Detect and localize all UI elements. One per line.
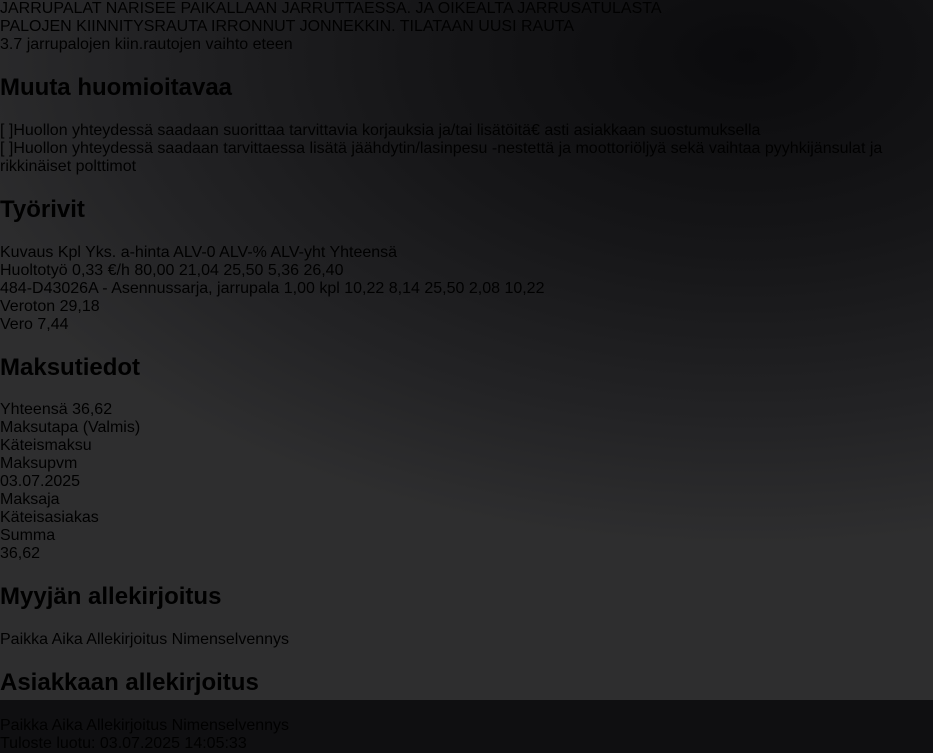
consent-row-1-text: Huollon yhteydessä saadaan suorittaa tarvittavia korjauksia ja/tai lisätöitä	[13, 121, 531, 139]
cell-alv-pct: 25,50	[424, 279, 465, 297]
col-header-alv0: ALV-0	[173, 243, 216, 261]
seller-signature-box	[0, 631, 933, 649]
section-title-maksutiedot: Maksutiedot	[0, 353, 141, 381]
payer	[0, 491, 933, 527]
cell-a-hinta: 80,00	[134, 261, 175, 279]
cell-yks: kpl	[319, 279, 340, 297]
remark-line-1: JARRUPALAT NARISEE PAIKALLAAN JARRUTTAESSA. JA OIKEALTA JARRUSATULASTA	[0, 0, 662, 17]
payment-date	[0, 455, 933, 491]
table-row	[0, 262, 933, 280]
total-yhteensa	[0, 401, 933, 419]
print-timestamp: Tuloste luotu: 03.07.2025 14:05:33	[0, 735, 247, 753]
sig-label-allekirjoitus: Allekirjoitus	[86, 631, 168, 649]
cell-yks: €/h	[107, 261, 130, 279]
col-header-kuvaus: Kuvaus	[0, 243, 54, 261]
cell-alv-yht: 5,36	[267, 261, 299, 279]
sig-label-nimenselvennys: Nimenselvennys	[171, 717, 290, 735]
total-value: 7,44	[37, 315, 69, 333]
cell-yhteensa: 26,40	[303, 261, 344, 279]
col-header-alv-pct: ALV-%	[219, 243, 267, 261]
section-title-tyorivit: Työrivit	[0, 195, 85, 223]
remark-text	[0, 0, 933, 54]
col-header-kpl: Kpl	[57, 243, 81, 261]
section-title-seller-signature: Myyjän allekirjoitus	[0, 583, 222, 611]
payment-date-label: Maksupvm	[0, 455, 78, 473]
section-muuta-huomioitavaa	[0, 74, 933, 176]
sig-label-nimenselvennys: Nimenselvennys	[171, 631, 290, 649]
section-title-customer-signature: Asiakkaan allekirjoitus	[0, 669, 259, 697]
payment-sum-label: Summa	[0, 527, 56, 545]
cell-alv0: 21,04	[178, 261, 219, 279]
checkbox-icon: [ ]	[0, 121, 14, 139]
payer-label: Maksaja	[0, 491, 60, 509]
payment-sum-value: 36,62	[0, 545, 41, 563]
consent-row-1	[0, 122, 933, 140]
total-label: Yhteensä	[0, 401, 68, 419]
section-customer-signature	[0, 669, 933, 735]
payment-date-value: 03.07.2025	[0, 473, 81, 491]
total-vero	[0, 316, 933, 334]
col-header-yhteensa: Yhteensä	[329, 243, 398, 261]
total-veroton	[0, 298, 933, 316]
total-value: 29,18	[59, 297, 100, 315]
cell-alv-yht: 2,08	[468, 279, 500, 297]
checkbox-icon: [ ]	[0, 139, 14, 157]
sig-label-aika: Aika	[51, 717, 83, 735]
payment-info-box	[0, 419, 933, 563]
payment-method-value: Käteismaksu	[0, 437, 92, 455]
cell-yhteensa: 10,22	[504, 279, 545, 297]
payment-method	[0, 419, 933, 455]
cell-kpl: 1,00	[283, 279, 315, 297]
cell-kpl: 0,33	[72, 261, 104, 279]
total-label: Veroton	[0, 297, 56, 315]
payment-method-label: Maksutapa (Valmis)	[0, 419, 141, 437]
table-row	[0, 280, 933, 298]
work-rows-table	[0, 244, 933, 298]
cell-kuvaus: Huoltotyö	[0, 261, 68, 279]
col-header-a-hinta: a-hinta	[120, 243, 170, 261]
consent-row-2	[0, 140, 933, 176]
section-title-muuta: Muuta huomioitavaa	[0, 73, 233, 101]
section-seller-signature	[0, 583, 933, 649]
total-label: Vero	[0, 315, 33, 333]
total-value: 36,62	[72, 401, 113, 419]
consent-row-1-suffix: € asti asiakkaan suostumuksella	[530, 121, 761, 139]
thumb	[0, 90, 68, 366]
cell-a-hinta: 10,22	[344, 279, 385, 297]
totals-block	[0, 298, 933, 420]
col-header-yks: Yks.	[85, 243, 117, 261]
sig-label-paikka: Paikka	[0, 631, 49, 649]
cell-alv0: 8,14	[388, 279, 420, 297]
payment-sum	[0, 527, 933, 563]
consent-row-2-text: Huollon yhteydessä saadaan tarvittaessa lisätä jäähdytin/lasinpesu -nestettä ja moottoriöljyä sekä vaihtaa pyyhkijänsulat ja rikkinäiset polttimot	[0, 139, 883, 175]
customer-signature-box	[0, 717, 933, 735]
sig-label-paikka: Paikka	[0, 717, 49, 735]
maksutiedot-heading-row	[0, 354, 933, 420]
section-tyorivit	[0, 196, 933, 298]
sig-label-aika: Aika	[51, 631, 83, 649]
sig-label-allekirjoitus: Allekirjoitus	[86, 717, 168, 735]
table-header-row	[0, 244, 933, 262]
payer-value: Käteisasiakas	[0, 509, 99, 527]
remark-line-2: PALOJEN KIINNITYSRAUTA IRRONNUT JONNEKKIN. TILATAAN UUSI RAUTA	[0, 18, 575, 35]
remark-line-3: 3.7 jarrupalojen kiin.rautojen vaihto eteen	[0, 36, 293, 53]
col-header-alv-yht: ALV-yht	[270, 243, 326, 261]
cell-kuvaus: 484-D43026A - Asennussarja, jarrupala	[0, 279, 280, 297]
cell-alv-pct: 25,50	[223, 261, 264, 279]
